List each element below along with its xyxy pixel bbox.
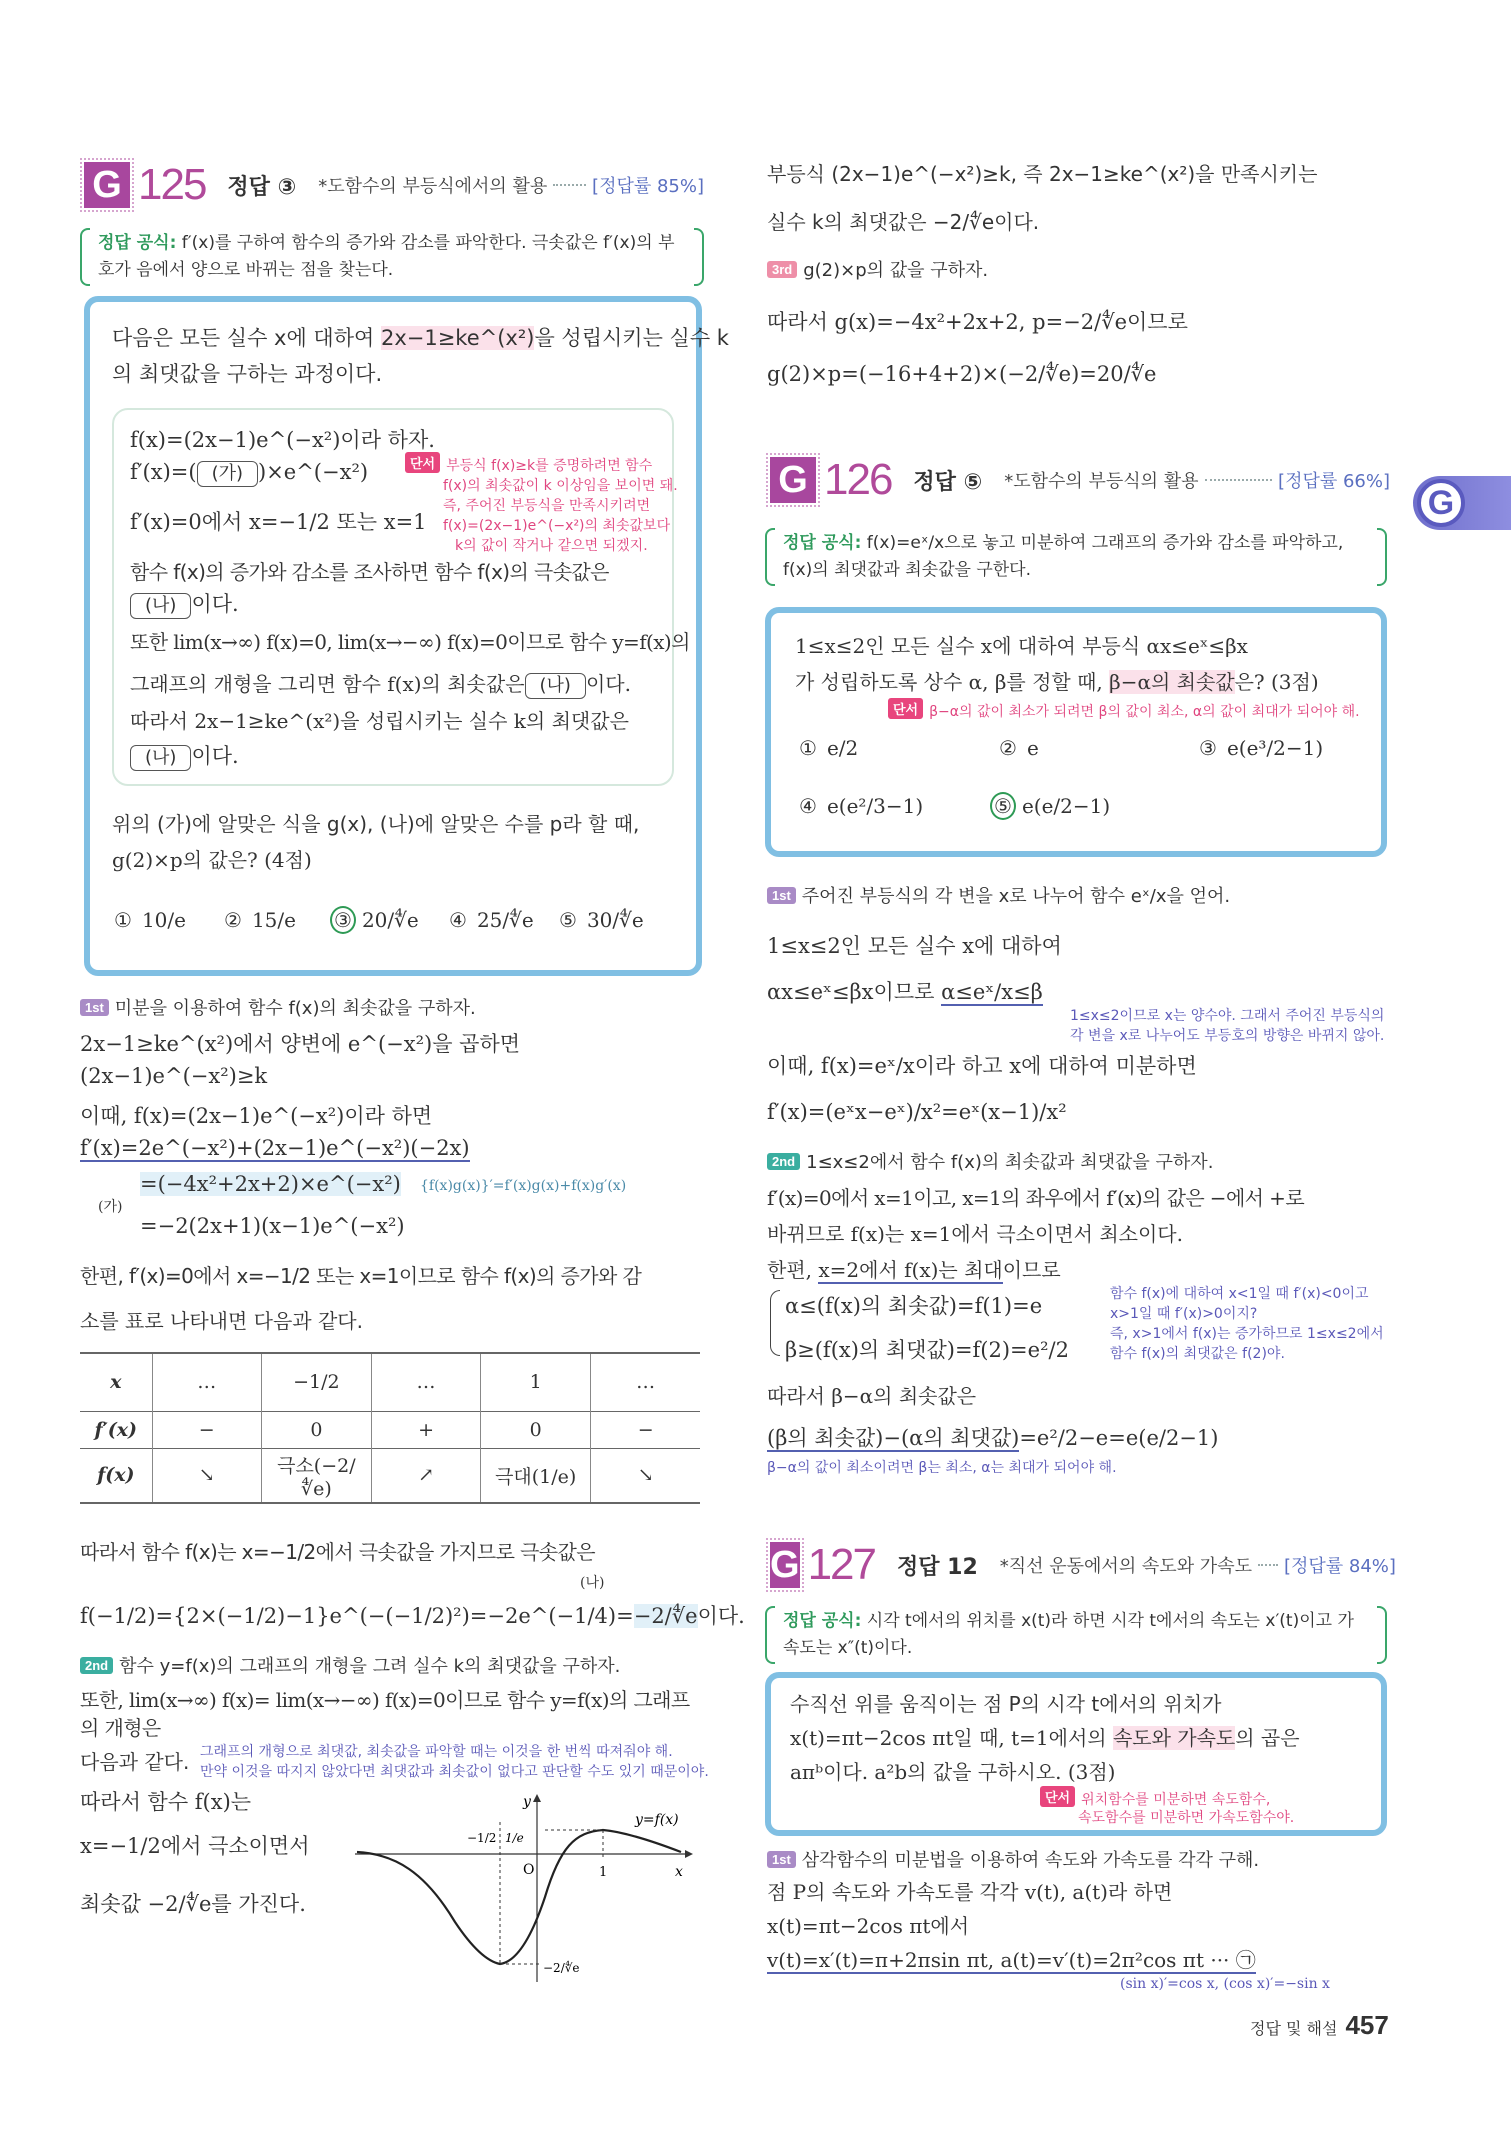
choice-number: ② <box>224 908 242 932</box>
solution-line: 한편, f′(x)=0에서 x=−1/2 또는 x=1이므로 함수 f(x)의 증가와 감 <box>80 1264 642 1288</box>
choice-number: ① <box>799 736 817 760</box>
choice-number: ③ <box>1199 736 1217 760</box>
solution-line: 한편, x=2에서 f(x)는 최대이므로 <box>767 1258 1061 1282</box>
table-row <box>80 1411 700 1448</box>
choice-number: ④ <box>449 908 467 932</box>
choice-value: e(e³/2−1) <box>1226 736 1324 760</box>
table-cell: −1/2 <box>261 1353 371 1411</box>
na-marker: (나) <box>580 1575 605 1591</box>
choice-3[interactable] <box>330 906 419 934</box>
solution-line: 점 P의 속도와 가속도를 각각 v(t), a(t)라 하면 <box>767 1880 1173 1904</box>
y-axis-arrow <box>533 1794 541 1802</box>
solution-line: 소를 표로 나타내면 다음과 같다. <box>80 1309 363 1333</box>
hint-note: 단서 위치함수를 미분하면 속도함수, 속도함수를 미분하면 가속도함수야. <box>1040 1786 1294 1827</box>
y-label: y <box>523 1794 531 1810</box>
solution-line: =−2(2x+1)(x−1)e^(−x²) <box>140 1214 405 1238</box>
choice-5[interactable] <box>990 792 1110 820</box>
process-line: f(x)=(2x−1)e^(−x²)이라 하자. <box>130 428 435 452</box>
derivative-note: (sin x)′=cos x, (cos x)′=−sin x <box>1120 1976 1330 1992</box>
blank-ga: (가) <box>197 461 258 487</box>
table-cell: … <box>371 1353 480 1411</box>
problem-text: 수직선 위를 움직이는 점 P의 시각 t에서의 위치가 <box>790 1692 1222 1716</box>
table-cell: ↘ <box>591 1448 700 1503</box>
q127-header <box>770 1540 1396 1590</box>
topic: *도함수의 부등식의 활용 <box>1004 471 1199 492</box>
solution-line: (β의 최솟값)−(α의 최댓값)=e²/2−e=e(e/2−1) <box>767 1426 1219 1450</box>
solution-line: αx≤eˣ≤βx이므로 α≤eˣ/x≤β <box>767 980 1043 1004</box>
solution-line: 부등식 (2x−1)e^(−x²)≥k, 즉 2x−1≥ke^(x²)을 만족시키는 <box>767 162 1318 186</box>
hint-note: 단서 부등식 f(x)≥k를 증명하려면 함수 f(x)의 최솟값이 k 이상임을 보이면 돼. 즉, 주어진 부등식을 만족시키려면 f(x)=(2x−1)e^(−x²)의 최솟값보다 k의 값이 작거나 같으면 되겠지. <box>405 452 678 556</box>
ga-marker: (가) <box>98 1199 123 1215</box>
choice-value: e/2 <box>826 736 859 760</box>
correct-rate: [정답률 85%] <box>592 176 704 197</box>
table-cell: 0 <box>481 1411 591 1448</box>
graph-note: 그래프의 개형으로 최댓값, 최솟값을 파악할 때는 이것을 한 번씩 따져줘야 해. 만약 이것을 따지지 않았다면 최댓값과 최솟값이 없다고 판단할 수도 있기 때문이야. <box>200 1744 709 1780</box>
choice-2[interactable] <box>995 734 1039 762</box>
chapter-g-icon: G <box>1417 479 1465 527</box>
choice-5[interactable] <box>555 906 644 934</box>
chapter-tab[interactable] <box>1413 476 1511 530</box>
leader-dots <box>553 184 586 186</box>
choice-1[interactable] <box>795 734 858 762</box>
tick-label: −1/2 <box>467 1831 497 1845</box>
process-line: 따라서 2x−1≥ke^(x²)을 성립시키는 실수 k의 최댓값은 <box>130 709 629 733</box>
table-cell: … <box>152 1353 261 1411</box>
question-number: 127 <box>807 1540 875 1589</box>
solution-line: 다음과 같다. <box>80 1750 190 1774</box>
blank-na: (나) <box>130 745 191 771</box>
table-cell: − <box>152 1411 261 1448</box>
q125-header <box>84 160 704 210</box>
blank-na: (나) <box>130 593 191 619</box>
topic: *직선 운동에서의 속도와 가속도 <box>999 1556 1252 1577</box>
sign-table <box>80 1352 700 1504</box>
formula-text: 호가 음에서 양으로 바뀌는 점을 찾는다. <box>98 260 394 280</box>
solution-line: 1≤x≤2인 모든 실수 x에 대하여 <box>767 934 1062 958</box>
x-label: x <box>675 1864 683 1880</box>
step-1: 1st 미분을 이용하여 함수 f(x)의 최솟값을 구하자. <box>80 994 476 1020</box>
table-cell: x <box>110 1371 122 1394</box>
section-badge: G <box>84 162 130 208</box>
process-line: f′(x)=0에서 x=−1/2 또는 x=1 <box>130 510 427 534</box>
x-axis-arrow <box>685 1850 693 1858</box>
problem-text: x(t)=πt−2cos πt일 때, t=1에서의 속도와 가속도의 곱은 <box>790 1726 1300 1750</box>
choice-number: ① <box>114 908 132 932</box>
table-cell: 극소(−2/∜e) <box>261 1448 371 1503</box>
choice-1[interactable] <box>110 906 186 934</box>
table-cell: 1 <box>481 1353 591 1411</box>
solution-line: 따라서 함수 f(x)는 x=−1/2에서 극솟값을 가지므로 극솟값은 <box>80 1540 595 1564</box>
page-number: 457 <box>1345 2010 1389 2040</box>
question-number: 126 <box>824 455 892 504</box>
hint-note: 단서 β−α의 값이 최소가 되려면 β의 값이 최소, α의 값이 최대가 되어야 해. <box>888 698 1360 722</box>
choice-number: ④ <box>799 794 817 818</box>
answer: 정답 ⑤ <box>913 469 983 495</box>
table-cell: 0 <box>261 1411 371 1448</box>
table-cell: f(x) <box>97 1464 135 1487</box>
process-line: 그래프의 개형을 그리면 함수 f(x)의 최솟값은 (나) 이다. <box>130 668 631 699</box>
tick-label: 1/e <box>505 1831 524 1845</box>
solution-line: 따라서 β−α의 최솟값은 <box>767 1384 977 1408</box>
question-text: g(2)×p의 값은? (4점) <box>112 848 312 872</box>
choice-number: ② <box>999 736 1017 760</box>
choice-number: ⑤ <box>990 792 1016 820</box>
step-1: 1st 주어진 부등식의 각 변을 x로 나누어 함수 eˣ/x을 얻어. <box>767 882 1230 908</box>
table-cell: + <box>371 1411 480 1448</box>
solution-line: f′(x)=0에서 x=1이고, x=1의 좌우에서 f′(x)의 값은 −에서 +로 <box>767 1186 1305 1210</box>
solution-line: (2x−1)e^(−x²)≥k <box>80 1064 268 1088</box>
table-cell: ↗ <box>371 1448 480 1503</box>
correct-rate: [정답률 66%] <box>1278 471 1390 492</box>
origin-label: O <box>523 1862 535 1878</box>
step-1: 1st 삼각함수의 미분법을 이용하여 속도와 가속도를 각각 구해. <box>767 1846 1259 1872</box>
function-graph <box>355 1792 710 1987</box>
table-cell: 극대(1/e) <box>481 1448 591 1503</box>
q126-header <box>770 455 1390 505</box>
formula-text: f′(x)를 구하여 함수의 증가와 감소를 파악한다. 극솟값은 f′(x)의 부 <box>176 233 675 253</box>
tick-label: −2/∜e <box>543 1961 580 1975</box>
solution-line: 바뀌므로 f(x)는 x=1에서 극소이면서 최소이다. <box>767 1222 1183 1246</box>
solution-line: β≥(f(x)의 최댓값)=f(2)=e²/2 <box>785 1338 1069 1362</box>
solution-line: 또한, lim(x→∞) f(x)= lim(x→−∞) f(x)=0이므로 함수 y=f(x)의 그래프의 개형은 <box>80 1688 690 1740</box>
problem-text: 가 성립하도록 상수 α, β를 정할 때, β−α의 최솟값은? (3점) <box>795 670 1319 694</box>
process-line: 함수 f(x)의 증가와 감소를 조사하면 함수 f(x)의 극솟값은 <box>130 560 609 584</box>
solution-line: α≤(f(x)의 최솟값)=f(1)=e <box>785 1294 1043 1318</box>
step-2: 2nd 1≤x≤2에서 함수 f(x)의 최솟값과 최댓값을 구하자. <box>767 1148 1213 1174</box>
choice-2[interactable] <box>220 906 296 934</box>
choice-value: 30/∜e <box>586 908 644 932</box>
curve-label: y=f(x) <box>635 1812 679 1828</box>
solution-line: 이때, f(x)=(2x−1)e^(−x²)이라 하면 <box>80 1104 433 1128</box>
correct-rate: [정답률 84%] <box>1283 1556 1396 1577</box>
answer-formula: 정답 공식: 시각 t에서의 위치를 x(t)라 하면 시각 t에서의 속도는 x′(t)이고 가 속도는 x″(t)이다. <box>765 1606 1387 1664</box>
page-footer <box>1250 2010 1389 2041</box>
choice-3[interactable] <box>1195 734 1323 762</box>
choice-4[interactable] <box>445 906 534 934</box>
answer-formula <box>80 228 704 286</box>
answer: 정답 12 <box>896 1554 978 1580</box>
problem-text: aπᵇ이다. a²b의 값을 구하시오. (3점) <box>790 1760 1116 1784</box>
table-cell: f′(x) <box>94 1418 138 1441</box>
min-note: β−α의 값이 최소이려면 β는 최소, α는 최대가 되어야 해. <box>767 1460 1117 1476</box>
problem-text: 1≤x≤2인 모든 실수 x에 대하여 부등식 αx≤eˣ≤βx <box>795 634 1248 658</box>
solution-line: g(2)×p=(−16+4+2)×(−2/∜e)=20/∜e <box>767 362 1157 386</box>
topic: *도함수의 부등식에서의 활용 <box>318 176 548 197</box>
solution-line: 따라서 함수 f(x)는 <box>80 1790 252 1814</box>
process-line: 또한 lim(x→∞) f(x)=0, lim(x→−∞) f(x)=0이므로 함수 y=f(x)의 <box>130 630 690 654</box>
table-row <box>80 1353 700 1411</box>
process-line: (나) 이다. <box>130 588 239 619</box>
positivity-note: 1≤x≤2이므로 x는 양수야. 그래서 주어진 부등식의 각 변을 x로 나누어도 부등호의 방향은 바뀌지 않아. <box>1070 1008 1385 1044</box>
increasing-note: 함수 f(x)에 대하여 x<1일 때 f′(x)<0이고 x>1일 때 f′(x)>0이지? 즉, x>1에서 f(x)는 증가하므로 1≤x≤2에서 함수 f(x)의 최댓값은 f(2)야. <box>1110 1286 1384 1362</box>
question-number: 125 <box>138 160 206 209</box>
table-row <box>80 1448 700 1503</box>
choice-value: 20/∜e <box>361 908 419 932</box>
step-2: 2nd 함수 y=f(x)의 그래프의 개형을 그려 실수 k의 최댓값을 구하자. <box>80 1652 620 1678</box>
solution-line: 따라서 g(x)=−4x²+2x+2, p=−2/∜e이므로 <box>767 310 1188 334</box>
choice-number: ⑤ <box>559 908 577 932</box>
table-cell: … <box>591 1353 700 1411</box>
formula-label: 정답 공식: <box>98 233 177 253</box>
footer-label: 정답 및 해설 <box>1250 2019 1338 2038</box>
solution-line: v(t)=x′(t)=π+2πsin πt, a(t)=v′(t)=2π²cos πt ··· ㉠ <box>767 1948 1256 1972</box>
solution-line: 이때, f(x)=eˣ/x이라 하고 x에 대하여 미분하면 <box>767 1054 1197 1078</box>
question-text: 위의 (가)에 알맞은 식을 g(x), (나)에 알맞은 수를 p라 할 때, <box>112 812 640 836</box>
problem-text: 의 최댓값을 구하는 과정이다. <box>112 362 383 386</box>
choice-value: 15/e <box>251 908 296 932</box>
leader-dots <box>1205 479 1273 481</box>
choice-value: 25/∜e <box>476 908 534 932</box>
section-badge: G <box>770 1542 800 1588</box>
blank-na: (나) <box>525 673 586 699</box>
answer: 정답 ③ <box>227 174 297 200</box>
table-cell: − <box>591 1411 700 1448</box>
choice-value: 10/e <box>141 908 186 932</box>
solution-line: 2x−1≥ke^(x²)에서 양변에 e^(−x²)을 곱하면 <box>80 1032 521 1056</box>
brace <box>770 1290 780 1356</box>
solution-line: f′(x)=2e^(−x²)+(2x−1)e^(−x²)(−2x) <box>80 1136 470 1160</box>
solution-line: f′(x)=(eˣx−eˣ)/x²=eˣ(x−1)/x² <box>767 1100 1067 1124</box>
choice-value: e(e/2−1) <box>1021 794 1111 818</box>
process-line: (나) 이다. <box>130 740 239 771</box>
answer-formula: 정답 공식: f(x)=eˣ/x으로 놓고 미분하여 그래프의 증가와 감소를 파악하고, f(x)의 최댓값과 최솟값을 구한다. <box>765 528 1387 586</box>
solution-line: x(t)=πt−2cos πt에서 <box>767 1914 970 1938</box>
solution-line: f(−1/2)={2×(−1/2)−1}e^(−(−1/2)²)=−2e^(−1/4)=−2/∜e이다. <box>80 1604 745 1628</box>
solution-line: x=−1/2에서 극소이면서 <box>80 1834 310 1858</box>
step-3: 3rd g(2)×p의 값을 구하자. <box>767 256 988 282</box>
section-badge: G <box>770 457 816 503</box>
choice-number: ③ <box>330 906 356 934</box>
curve <box>357 1830 681 1964</box>
solution-line: 실수 k의 최댓값은 −2/∜e이다. <box>767 210 1040 234</box>
solution-line: 최솟값 −2/∜e를 가진다. <box>80 1892 306 1916</box>
problem-text: 다음은 모든 실수 x에 대하여 2x−1≥ke^(x²)을 성립시키는 실수 k <box>112 326 729 350</box>
process-line: f′(x)=( (가) )×e^(−x²) <box>130 460 368 487</box>
solution-line: =(−4x²+2x+2)×e^(−x²) <box>140 1172 401 1196</box>
choice-value: e(e²/3−1) <box>826 794 924 818</box>
choice-value: e <box>1026 736 1039 760</box>
choice-4[interactable] <box>795 792 923 820</box>
leader-dots <box>1258 1564 1278 1566</box>
table-cell: ↘ <box>152 1448 261 1503</box>
tick-label: 1 <box>599 1865 608 1880</box>
product-rule-note: {f(x)g(x)}′=f′(x)g(x)+f(x)g′(x) <box>420 1178 627 1194</box>
